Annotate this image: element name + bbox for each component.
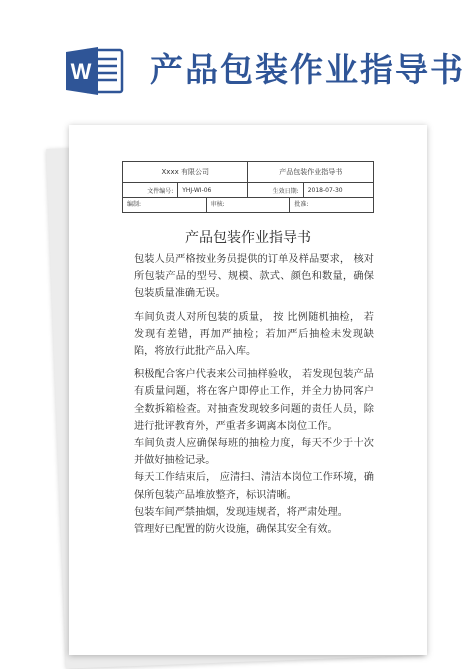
file-number-label: 文件编号:: [123, 183, 178, 198]
paragraph: 车间负责人对所包装的质量， 按 比例随机抽检， 若发现有差错，再加严抽检；若加严后抽检未发现缺陷，将放行此批产品入库。: [134, 311, 374, 358]
word-logo-letter: W: [70, 59, 92, 84]
reviewed-by-label: 审核:: [207, 198, 291, 212]
document-title: 产品包装作业指导书: [185, 230, 311, 246]
company-name: Xxxx 有限公司: [123, 162, 248, 183]
document-body: [134, 251, 374, 538]
document-header-table: [122, 161, 374, 213]
paragraph: 车间负责人应确保每班的抽检力度，每天不少于十次并做好抽检记录。: [134, 438, 374, 467]
paragraph: 积极配合客户代表来公司抽样验收， 若发现包装产品有质量问题，将在客户即停止工作，并全力协同客户全数拆箱检查。对抽查发现较多问题的责任人员，除进行批评教育外，严重者多调离本岗位工作。: [134, 369, 374, 432]
prepared-by-label: 编制:: [123, 198, 207, 212]
header-doc-name: 产品包装作业指导书: [248, 162, 374, 183]
word-logo-icon: [64, 46, 124, 96]
file-number-value: YHJ-WI-06: [178, 183, 248, 198]
approved-by-label: 批准:: [294, 201, 309, 208]
document-page: [69, 125, 427, 655]
paragraph: 包装车间严禁抽烟，发现违规者，将严肃处理。: [134, 506, 348, 518]
effective-date-value: 2018-07-30: [303, 183, 373, 198]
banner: [0, 0, 474, 120]
paragraph: 包装人员严格按业务员提供的订单及样品要求， 核对所包装产品的型号、规模、款式、颜色和数量，确保包装质量准确无误。: [134, 254, 374, 300]
banner-title: 产品包装作业指导书: [150, 50, 465, 89]
effective-date-label: 生效日期:: [248, 183, 303, 198]
paragraph: 每天工作结束后， 应清扫、清洁本岗位工作环境，确保所包装产品堆放整齐，标识清晰。: [134, 472, 374, 501]
paragraph: 管理好已配置的防火设施，确保其安全有效。: [134, 524, 338, 536]
